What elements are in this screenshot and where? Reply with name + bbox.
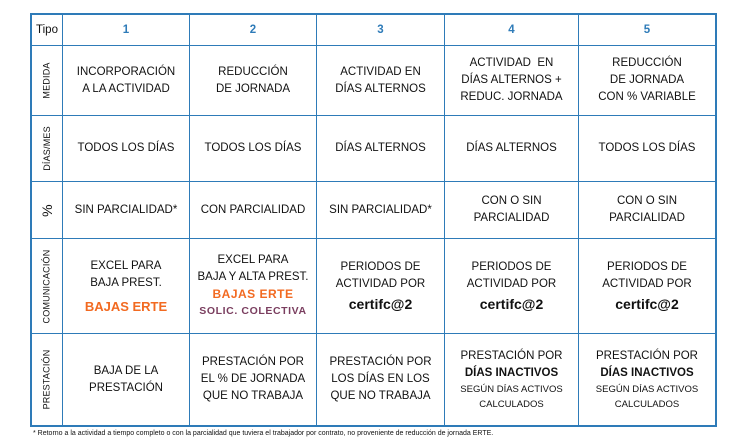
cell-pct-1: SIN PARCIALIDAD* xyxy=(63,182,190,239)
bajas-erte-highlight: BAJAS ERTE xyxy=(212,287,294,301)
cell-medida-1: INCORPORACIÓN A LA ACTIVIDAD xyxy=(63,46,190,116)
cell-dias-5: TODOS LOS DÍAS xyxy=(579,116,715,182)
cell-medida-2: REDUCCIÓN DE JORNADA xyxy=(190,46,317,116)
cell-medida-3: ACTIVIDAD EN DÍAS ALTERNOS xyxy=(317,46,445,116)
header-corner xyxy=(32,15,63,46)
cell-pres-1: BAJA DE LA PRESTACIÓN xyxy=(63,334,190,425)
row-label-dias-mes: DÍAS/MES xyxy=(32,116,63,182)
row-label-comunicacion: COMUNICACIÓN xyxy=(32,239,63,334)
cell-pct-4: CON O SIN PARCIALIDAD xyxy=(445,182,579,239)
cell-pct-3: SIN PARCIALIDAD* xyxy=(317,182,445,239)
cell-pct-5: CON O SIN PARCIALIDAD xyxy=(579,182,715,239)
cell-dias-2: TODOS LOS DÍAS xyxy=(190,116,317,182)
cell-com-2: EXCEL PARA BAJA Y ALTA PREST. BAJAS ERTE SOLIC. COLECTIVA xyxy=(190,239,317,334)
dias-inactivos-label: DÍAS INACTIVOS xyxy=(464,366,559,379)
cell-dias-1: TODOS LOS DÍAS xyxy=(63,116,190,182)
row-label-porcentaje: % xyxy=(32,182,63,239)
column-header-1: 1 xyxy=(63,15,190,46)
column-header-5: 5 xyxy=(579,15,715,46)
cell-com-5: PERIODOS DE ACTIVIDAD POR certifc@2 xyxy=(579,239,715,334)
cell-pres-3: PRESTACIÓN POR LOS DÍAS EN LOS QUE NO TRABAJA xyxy=(317,334,445,425)
cell-pres-2: PRESTACIÓN POR EL % DE JORNADA QUE NO TRABAJA xyxy=(190,334,317,425)
cell-pres-5: PRESTACIÓN POR DÍAS INACTIVOS SEGÚN DÍAS ACTIVOS CALCULADOS xyxy=(595,349,699,410)
dias-inactivos-label: DÍAS INACTIVOS xyxy=(600,366,694,379)
cell-medida-4: ACTIVIDAD EN DÍAS ALTERNOS + REDUC. JORNADA xyxy=(445,46,579,116)
cell-dias-3: DÍAS ALTERNOS xyxy=(317,116,445,182)
solic-colectiva-highlight: SOLIC. COLECTIVA xyxy=(199,305,307,317)
cell-pct-2: CON PARCIALIDAD xyxy=(190,182,317,239)
cell-com-1: EXCEL PARA BAJA PREST. BAJAS ERTE xyxy=(63,239,190,334)
cell-medida-5: REDUCCIÓN DE JORNADA CON % VARIABLE xyxy=(579,46,715,116)
corner-label: Tipo xyxy=(36,23,58,36)
cell-com-3: PERIODOS DE ACTIVIDAD POR certifc@2 xyxy=(317,239,445,334)
column-header-4: 4 xyxy=(445,15,579,46)
row-label-prestacion: PRESTACIÓN xyxy=(32,334,63,425)
row-label-medida: MEDIDA xyxy=(32,46,63,116)
certifica-label: certifc@2 xyxy=(348,296,413,312)
column-header-3: 3 xyxy=(317,15,445,46)
footnote: * Retorno a la actividad a tiempo completo o con la parcialidad que tuviera el trabajador por contrato, no proveniente de reducción de jornada ERTE. xyxy=(33,430,494,437)
certifica-label: certifc@2 xyxy=(479,296,544,312)
bajas-erte-highlight: BAJAS ERTE xyxy=(84,298,168,314)
cell-dias-4: DÍAS ALTERNOS xyxy=(445,116,579,182)
column-header-2: 2 xyxy=(190,15,317,46)
cell-pres-4: PRESTACIÓN POR DÍAS INACTIVOS SEGÚN DÍAS ACTIVOS CALCULADOS xyxy=(445,334,579,425)
cell-com-4: PERIODOS DE ACTIVIDAD POR certifc@2 xyxy=(445,239,579,334)
certifica-label: certifc@2 xyxy=(615,296,679,312)
erte-types-table xyxy=(30,13,717,427)
